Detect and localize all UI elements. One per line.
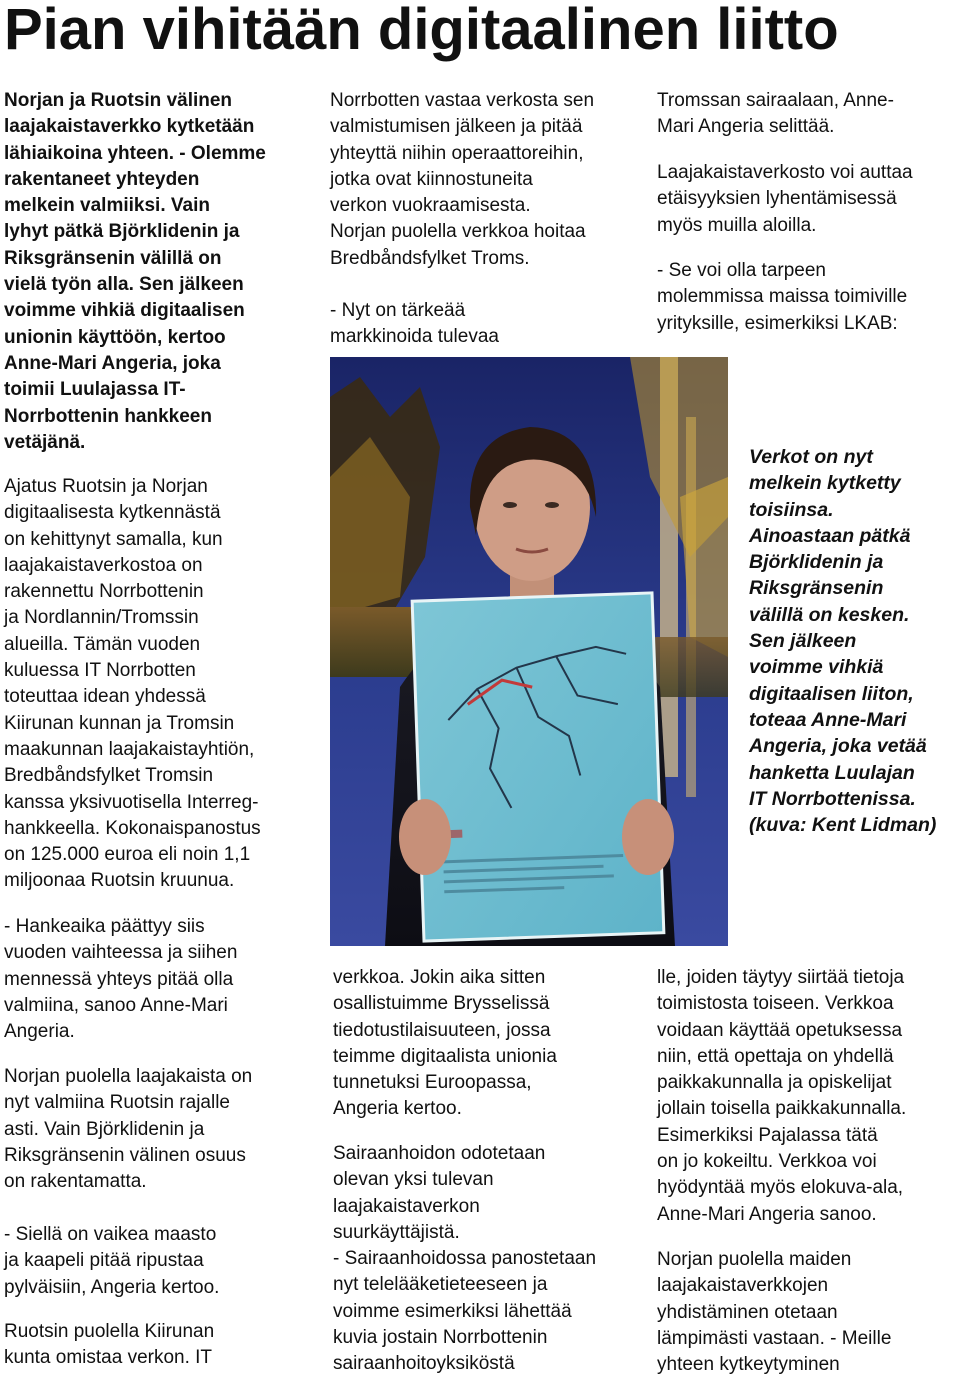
body-paragraph-7: - Nyt on tärkeää markkinoida tulevaa (330, 300, 499, 348)
body-paragraph-12: - Se voi olla tarpeen molemmissa maissa toimiville yrityksille, esimerkiksi LKAB: (657, 260, 908, 334)
photo-woman-holding-map (330, 357, 728, 946)
body-paragraph-9: Sairaanhoidon odotetaan olevan yksi tulevan laajakaistaverkon suurkäyttäjistä. - Sairaanhoidossa panostetaan nyt telelääketieteeseen ja voimme esimerkiksi lähettää kuvia jostain Norrbottenin sairaanhoitoyksiköstä (333, 1143, 597, 1375)
body-paragraph-5: Ruotsin puolella Kiirunan kunta omistaa verkon. IT (4, 1321, 215, 1369)
photo-caption: Verkot on nyt melkein kytketty toisiinsa. Ainoastaan pätkä Björklidenin ja Riksgränsenin välillä on kesken. Sen jälkeen voimme vihkiä digitaalisen liiton, toteaa Anne-Mari Angeria, joka vetää hanketta Luulajan IT Norrbottenissa. (kuva: Kent Lidman) (749, 446, 937, 837)
article-title: Pian vihitään digitaalinen liitto (4, 0, 839, 62)
body-paragraph-13: lle, joiden täytyy siirtää tietoja toimistosta toiseen. Verkkoa voidaan käyttää opetuksessa niin, että opettaja on yhdellä paikkakunnalla ja opiskelijat jollain toisella paikkakunnalla. Esimerkiksi Pajalassa tätä on jo kokeiltu. Verkkoa voi hyödyntää myös elokuva-ala, Anne-Mari Angeria sanoo. (657, 967, 907, 1225)
body-paragraph-3: Norjan puolella laajakaista on nyt valmiina Ruotsin rajalle asti. Vain Björklidenin ja Riksgränsenin välinen osuus on rakentamatta. (4, 1066, 253, 1193)
body-paragraph-4: - Siellä on vaikea maasto ja kaapeli pitää ripustaa pylväisiin, Angeria kertoo. (4, 1224, 220, 1298)
lead-paragraph: Norjan ja Ruotsin välinen laajakaistaverkko kytketään lähiaikoina yhteen. - Olemme rakentaneet yhteyden melkein valmiiksi. Vain lyhyt pätkä Björklidenin ja Riksgränsenin välillä on vielä työn alla. Sen jälkeen voimme vihkiä digitaalisen unionin käyttöön, kertoo Anne-Mari Angeria, joka toimii Luulajassa IT- Norrbottenin hankkeen vetäjänä. (4, 90, 266, 453)
body-paragraph-6: Norrbotten vastaa verkosta sen valmistumisen jälkeen ja pitää yhteyttä niihin operaattoreihin, jotka ovat kiinnostuneita verkon vuokraamisesta. Norjan puolella verkkoa hoitaa Bredbåndsfylket Troms. (330, 90, 595, 269)
body-paragraph-8: verkkoa. Jokin aika sitten osallistuimme Brysselissä tiedotustilaisuuteen, jossa teimme digitaalista unionia tunnetuksi Euroopassa, Angeria kertoo. (333, 967, 557, 1120)
body-paragraph-11: Laajakaistaverkosto voi auttaa etäisyyksien lyhentämisessä myös muilla aloilla. (657, 162, 913, 236)
photo-illustration (330, 357, 728, 946)
body-paragraph-1: Ajatus Ruotsin ja Norjan digitaalisesta kytkennästä on kehittynyt samalla, kun laajakaistaverkostoa on rakennettu Norrbottenin ja Nordlannin/Tromssin alueilla. Tämän vuoden kuluessa IT Norrbotten toteuttaa idean yhdessä Kiirunan kunnan ja Tromsin maakunnan laajakaistayhtiön, Bredbåndsfylket Tromsin kanssa yksivuotisella Interreg- hankkeella. Kokonaispanostus on 125.000 euroa eli noin 1,1 miljoonaa Ruotsin kruunua. (4, 476, 261, 892)
body-paragraph-2: - Hankeaika päättyy siis vuoden vaihteessa ja siihen mennessä yhteys pitää olla valmiina, sanoo Anne-Mari Angeria. (4, 916, 238, 1043)
body-paragraph-14: Norjan puolella maiden laajakaistaverkkojen yhdistäminen otetaan lämpimästi vastaan. - Meille yhteen kytkeytyminen (657, 1249, 892, 1376)
body-paragraph-10: Tromssan sairaalaan, Anne- Mari Angeria selittää. (657, 90, 894, 138)
